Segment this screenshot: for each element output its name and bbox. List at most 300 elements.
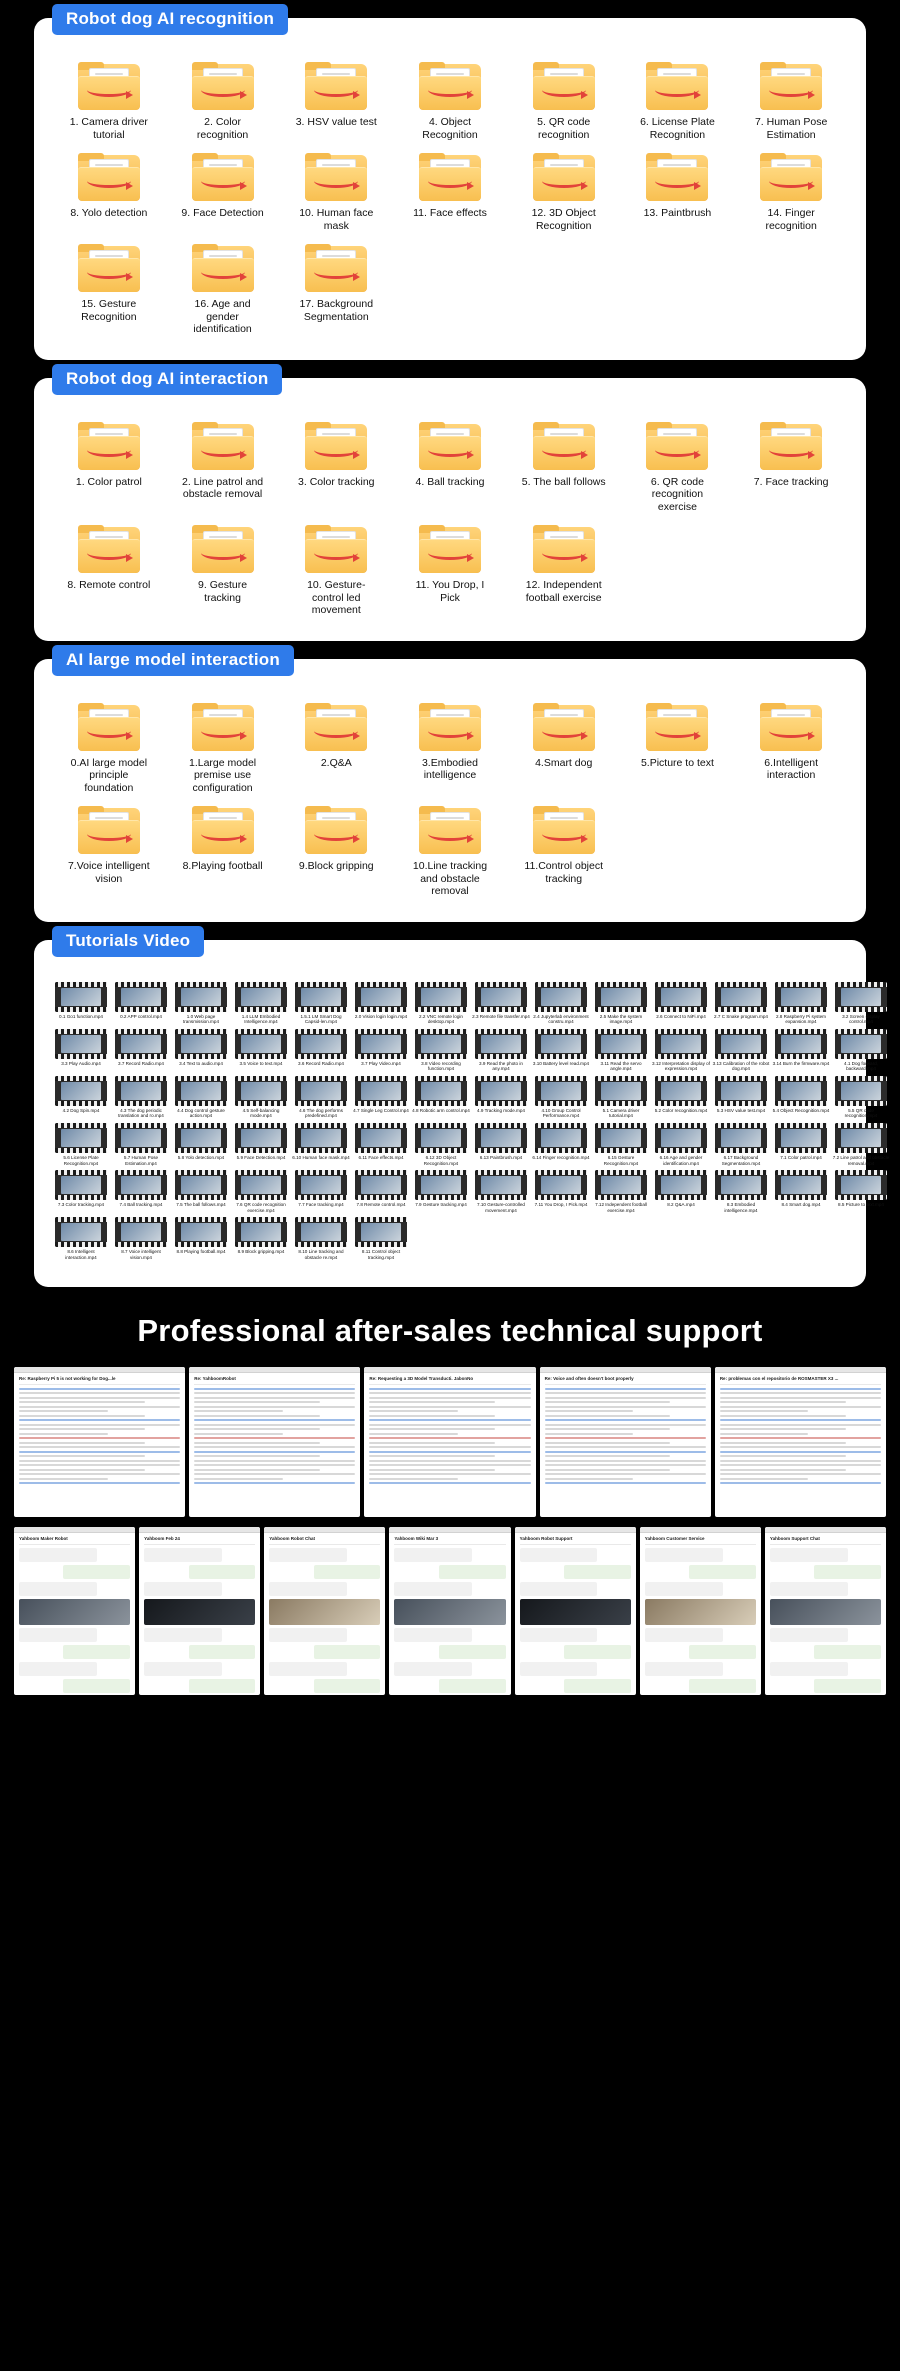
folder-icon bbox=[192, 806, 254, 854]
support-chat-screenshot bbox=[139, 1527, 260, 1695]
folder-item[interactable] bbox=[166, 521, 280, 619]
folder-label: 5.Picture to text bbox=[640, 756, 714, 769]
folder-label: 2. Line patrol and obstacle removal bbox=[181, 475, 264, 500]
video-item[interactable] bbox=[652, 1170, 710, 1213]
video-item[interactable] bbox=[712, 1170, 770, 1213]
chat-bubble-incoming bbox=[19, 1628, 97, 1642]
video-item[interactable] bbox=[712, 982, 770, 1025]
video-label: 5.5 QR code recognition.mp4 bbox=[844, 1107, 878, 1119]
chat-bubble-incoming bbox=[770, 1582, 848, 1596]
video-item[interactable] bbox=[232, 1217, 290, 1260]
video-thumbnail-icon bbox=[355, 982, 407, 1012]
video-item[interactable] bbox=[112, 1029, 170, 1072]
chat-bubble-incoming bbox=[394, 1582, 472, 1596]
chat-bubble-incoming bbox=[520, 1548, 598, 1562]
support-screenshot bbox=[364, 1367, 535, 1517]
video-label: 8.10 Line tracking and obstacle re.mp4 bbox=[298, 1249, 344, 1261]
video-label: 4.3 The dog periodic translation and ro.mp4 bbox=[118, 1107, 164, 1119]
video-item[interactable] bbox=[832, 1029, 890, 1072]
folder-icon bbox=[305, 703, 367, 751]
video-item[interactable] bbox=[112, 1123, 170, 1166]
chat-bubble-incoming bbox=[144, 1628, 222, 1642]
video-label: 7.1 Color patrol.mp4 bbox=[780, 1155, 822, 1161]
video-thumbnail-icon bbox=[655, 1029, 707, 1059]
folder-item[interactable] bbox=[734, 418, 848, 516]
video-item[interactable] bbox=[472, 982, 530, 1025]
video-thumbnail-icon bbox=[295, 982, 347, 1012]
folder-label: 8. Yolo detection bbox=[70, 207, 148, 219]
video-item[interactable] bbox=[232, 982, 290, 1025]
video-item[interactable] bbox=[172, 1217, 230, 1260]
folder-label: 9. Gesture tracking bbox=[198, 579, 248, 604]
folder-item[interactable] bbox=[734, 699, 848, 797]
chat-title: Yahboom Customer Service bbox=[645, 1536, 756, 1545]
video-label: 3.11 Read the servo angle.mp4 bbox=[600, 1060, 642, 1072]
video-item[interactable] bbox=[712, 1123, 770, 1166]
window-titlebar bbox=[264, 1527, 385, 1533]
folder-icon bbox=[419, 806, 481, 854]
video-thumbnail-icon bbox=[535, 1170, 587, 1200]
folder-item[interactable] bbox=[166, 58, 280, 143]
chat-image bbox=[19, 1599, 130, 1625]
video-item[interactable] bbox=[832, 1170, 890, 1213]
folder-item[interactable] bbox=[734, 149, 848, 234]
folder-item[interactable] bbox=[166, 418, 280, 516]
folder-icon bbox=[533, 62, 595, 110]
video-label: 6.11 Face effects.mp4 bbox=[358, 1155, 404, 1161]
window-titlebar bbox=[640, 1527, 761, 1533]
window-titlebar bbox=[540, 1367, 711, 1373]
folder-icon bbox=[305, 422, 367, 470]
video-item[interactable] bbox=[292, 982, 350, 1025]
thread-title: Re: Requesting a 3D Model Transducti. JabonNo bbox=[369, 1376, 530, 1385]
video-label: 2.3 Remote file transfer.mp4 bbox=[472, 1013, 530, 1019]
chat-bubble-outgoing bbox=[564, 1679, 631, 1693]
video-thumbnail-icon bbox=[115, 1076, 167, 1106]
video-thumbnail-icon bbox=[475, 1170, 527, 1200]
product-detail-page bbox=[0, 9, 900, 1725]
folder-label: 7.Voice intelligent vision bbox=[67, 860, 150, 885]
folder-item[interactable] bbox=[621, 149, 735, 234]
video-item[interactable] bbox=[232, 1123, 290, 1166]
video-label: 3.5 Voice to text.mp4 bbox=[239, 1060, 283, 1066]
video-thumbnail-icon bbox=[715, 1076, 767, 1106]
video-item[interactable] bbox=[532, 1029, 590, 1072]
thread-title: Re: YahboomRobot bbox=[194, 1376, 355, 1385]
video-thumbnail-icon bbox=[535, 1029, 587, 1059]
video-thumbnail-icon bbox=[115, 1217, 167, 1247]
folder-item[interactable] bbox=[621, 699, 735, 797]
chat-bubble-incoming bbox=[645, 1662, 723, 1676]
video-label: 7.3 Color tracking.mp4 bbox=[57, 1202, 105, 1208]
chat-title: Yahboom Robot Support bbox=[520, 1536, 631, 1545]
video-item[interactable] bbox=[652, 1076, 710, 1119]
video-thumbnail-icon bbox=[55, 1076, 107, 1106]
folder-grid bbox=[52, 685, 848, 900]
video-item[interactable] bbox=[232, 1170, 290, 1213]
support-chat-screenshot bbox=[264, 1527, 385, 1695]
folder-item[interactable] bbox=[507, 149, 621, 234]
section-ai-large-model-interaction bbox=[34, 649, 866, 922]
chat-bubble-incoming bbox=[770, 1628, 848, 1642]
folder-icon bbox=[192, 62, 254, 110]
video-item[interactable] bbox=[412, 1123, 470, 1166]
video-thumbnail-icon bbox=[775, 1123, 827, 1153]
folder-label: 7. Human Pose Estimation bbox=[754, 116, 828, 141]
video-label: 3.12 Interpretation display of expression.mp4 bbox=[652, 1060, 710, 1072]
chat-bubble-outgoing bbox=[63, 1565, 130, 1579]
video-item[interactable] bbox=[412, 1170, 470, 1213]
video-label: 8.7 Voice intelligent vision.mp4 bbox=[121, 1249, 161, 1261]
folder-item[interactable] bbox=[393, 418, 507, 516]
thread-title: Re: Raspberry Pi 5 is not working for Dog...le bbox=[19, 1376, 180, 1385]
video-item[interactable] bbox=[232, 1029, 290, 1072]
folder-item[interactable] bbox=[52, 149, 166, 234]
video-label: 7.2 Line patrol and obstacle removal.mp4 bbox=[832, 1155, 890, 1166]
video-item[interactable] bbox=[592, 1170, 650, 1213]
folder-item[interactable] bbox=[393, 149, 507, 234]
video-item[interactable] bbox=[52, 1029, 110, 1072]
video-label: 3.2 Screen display control.mp4 bbox=[842, 1013, 880, 1025]
video-thumbnail-icon bbox=[235, 1123, 287, 1153]
folder-item[interactable] bbox=[621, 418, 735, 516]
video-thumbnail-icon bbox=[355, 1170, 407, 1200]
window-titlebar bbox=[515, 1527, 636, 1533]
video-thumbnail-icon bbox=[595, 1076, 647, 1106]
video-item[interactable] bbox=[652, 1029, 710, 1072]
video-label: 4.6 The dog performs predefined.mp4 bbox=[299, 1107, 343, 1119]
video-thumbnail-icon bbox=[55, 982, 107, 1012]
folder-icon bbox=[760, 422, 822, 470]
video-label: 1.5.1 LM Smart Dog Capsid-len.mp4 bbox=[300, 1013, 342, 1025]
video-label: 2.2 VNC remote login desktop.mp4 bbox=[419, 1013, 463, 1025]
video-label: 2.7 C Snake program.mp4 bbox=[714, 1013, 768, 1019]
folder-item[interactable] bbox=[507, 802, 621, 900]
video-thumbnail-icon bbox=[115, 1170, 167, 1200]
video-item[interactable] bbox=[772, 1170, 830, 1213]
video-label: 4.10 Group Control Performance.mp4 bbox=[541, 1107, 581, 1119]
chat-image bbox=[520, 1599, 631, 1625]
video-item[interactable] bbox=[172, 1029, 230, 1072]
folder-item[interactable] bbox=[52, 418, 166, 516]
folder-item[interactable] bbox=[52, 802, 166, 900]
chat-image bbox=[269, 1599, 380, 1625]
video-label: 0.1 Go1 function.mp4 bbox=[59, 1013, 103, 1019]
thread-body bbox=[545, 1388, 706, 1485]
folder-item[interactable] bbox=[166, 802, 280, 900]
folder-icon bbox=[192, 153, 254, 201]
video-item[interactable] bbox=[472, 1123, 530, 1166]
video-thumbnail-icon bbox=[775, 1076, 827, 1106]
video-label: 4.8 Robotic arm control.mp4 bbox=[412, 1107, 470, 1113]
window-titlebar bbox=[189, 1367, 360, 1373]
video-thumbnail-icon bbox=[475, 982, 527, 1012]
folder-label: 1.Large model premise use configuration bbox=[188, 756, 257, 794]
video-item[interactable] bbox=[472, 1076, 530, 1119]
folder-label: 6. License Plate Recognition bbox=[640, 116, 715, 141]
video-item[interactable] bbox=[832, 982, 890, 1025]
chat-bubble-outgoing bbox=[314, 1565, 381, 1579]
video-label: 7.8 Remote control.mp4 bbox=[356, 1202, 406, 1208]
support-screenshot bbox=[540, 1367, 711, 1517]
folder-label: 10. Human face mask bbox=[299, 207, 374, 232]
video-label: 3.13 Calibration of the robot dog.mp4 bbox=[712, 1060, 770, 1072]
video-thumbnail-icon bbox=[175, 1123, 227, 1153]
video-label: 5.9 Face Detection.mp4 bbox=[236, 1155, 286, 1161]
video-thumbnail-icon bbox=[235, 1076, 287, 1106]
video-thumbnail-icon bbox=[355, 1217, 407, 1247]
folder-label: 5. The ball follows bbox=[521, 475, 606, 488]
video-item[interactable] bbox=[52, 1170, 110, 1213]
folder-icon bbox=[305, 62, 367, 110]
video-item[interactable] bbox=[172, 982, 230, 1025]
video-item[interactable] bbox=[592, 982, 650, 1025]
video-thumbnail-icon bbox=[55, 1123, 107, 1153]
folder-label: 12. 3D Object Recognition bbox=[531, 207, 596, 232]
thread-body bbox=[194, 1388, 355, 1485]
video-thumbnail-icon bbox=[55, 1170, 107, 1200]
folder-label: 7. Face tracking bbox=[753, 475, 829, 488]
window-titlebar bbox=[14, 1527, 135, 1533]
chat-bubble-outgoing bbox=[439, 1565, 506, 1579]
video-item[interactable] bbox=[52, 1076, 110, 1119]
folder-item[interactable] bbox=[166, 149, 280, 234]
folder-icon bbox=[78, 422, 140, 470]
folder-item[interactable] bbox=[279, 149, 393, 234]
chat-bubble-incoming bbox=[269, 1662, 347, 1676]
video-thumbnail-icon bbox=[415, 982, 467, 1012]
folder-item[interactable] bbox=[166, 240, 280, 338]
chat-title: Yahboom Robot Chat bbox=[269, 1536, 380, 1545]
video-label: 3.4 Text to audio.mp4 bbox=[179, 1060, 223, 1066]
video-item[interactable] bbox=[112, 1076, 170, 1119]
video-item[interactable] bbox=[772, 1076, 830, 1119]
folder-item[interactable] bbox=[279, 699, 393, 797]
video-item[interactable] bbox=[292, 1170, 350, 1213]
video-item[interactable] bbox=[532, 1076, 590, 1119]
video-item[interactable] bbox=[592, 1076, 650, 1119]
folder-label: 12. Independent football exercise bbox=[525, 579, 602, 604]
video-item[interactable] bbox=[352, 1076, 410, 1119]
video-thumbnail-icon bbox=[835, 1076, 887, 1106]
video-label: 2.8 Raspberry Pi system expansion.mp4 bbox=[775, 1013, 827, 1025]
folder-label: 15. Gesture Recognition bbox=[81, 298, 137, 323]
folder-item[interactable] bbox=[507, 699, 621, 797]
video-item[interactable] bbox=[532, 1123, 590, 1166]
folder-item[interactable] bbox=[279, 802, 393, 900]
folder-item[interactable] bbox=[52, 58, 166, 143]
video-item[interactable] bbox=[832, 1076, 890, 1119]
video-item[interactable] bbox=[292, 1217, 350, 1260]
section-title: Tutorials Video bbox=[52, 926, 204, 957]
video-label: 3.14 Burn the firmware.mp4 bbox=[772, 1060, 830, 1066]
chat-bubble-incoming bbox=[144, 1548, 222, 1562]
video-thumbnail-icon bbox=[835, 1123, 887, 1153]
folder-item[interactable] bbox=[279, 58, 393, 143]
video-item[interactable] bbox=[292, 1123, 350, 1166]
chat-image bbox=[645, 1599, 756, 1625]
video-item[interactable] bbox=[592, 1029, 650, 1072]
chat-bubble-incoming bbox=[19, 1548, 97, 1562]
video-item[interactable] bbox=[292, 1029, 350, 1072]
video-item[interactable] bbox=[412, 982, 470, 1025]
video-item[interactable] bbox=[112, 1217, 170, 1260]
video-thumbnail-icon bbox=[715, 982, 767, 1012]
video-label: 6.15 Gesture Recognition.mp4 bbox=[603, 1155, 639, 1166]
chat-bubble-incoming bbox=[770, 1548, 848, 1562]
folder-item[interactable] bbox=[393, 699, 507, 797]
support-chat-screenshot bbox=[14, 1527, 135, 1695]
video-item[interactable] bbox=[712, 1076, 770, 1119]
window-titlebar bbox=[364, 1367, 535, 1373]
section-title: Robot dog AI interaction bbox=[52, 364, 282, 395]
video-thumbnail-icon bbox=[235, 1029, 287, 1059]
chat-bubble-incoming bbox=[144, 1662, 222, 1676]
video-label: 8.5 Picture to text.mp4 bbox=[838, 1202, 884, 1208]
video-item[interactable] bbox=[112, 982, 170, 1025]
video-thumbnail-icon bbox=[655, 1123, 707, 1153]
video-item[interactable] bbox=[772, 1029, 830, 1072]
folder-icon bbox=[78, 153, 140, 201]
video-label: 5.1 Camera driver tutorial.mp4 bbox=[602, 1107, 640, 1119]
folder-item[interactable] bbox=[507, 418, 621, 516]
folder-item[interactable] bbox=[393, 802, 507, 900]
folder-item[interactable] bbox=[621, 58, 735, 143]
folder-item[interactable] bbox=[52, 521, 166, 619]
folder-icon bbox=[760, 62, 822, 110]
video-item[interactable] bbox=[52, 982, 110, 1025]
video-label: 1.4 LLM Embodied Intelligence.mp4 bbox=[241, 1013, 281, 1025]
chat-image bbox=[770, 1599, 881, 1625]
video-item[interactable] bbox=[112, 1170, 170, 1213]
video-thumbnail-icon bbox=[355, 1123, 407, 1153]
video-item[interactable] bbox=[412, 1029, 470, 1072]
video-label: 3.9 Read the photo in any.mp4 bbox=[479, 1060, 523, 1072]
video-item[interactable] bbox=[352, 1170, 410, 1213]
folder-item[interactable] bbox=[166, 699, 280, 797]
folder-item[interactable] bbox=[279, 418, 393, 516]
folder-item[interactable] bbox=[393, 521, 507, 619]
folder-item[interactable] bbox=[734, 58, 848, 143]
chat-bubble-outgoing bbox=[439, 1645, 506, 1659]
folder-item[interactable] bbox=[279, 521, 393, 619]
video-item[interactable] bbox=[532, 1170, 590, 1213]
chat-bubble-incoming bbox=[269, 1548, 347, 1562]
video-item[interactable] bbox=[472, 1029, 530, 1072]
video-thumbnail-icon bbox=[595, 1170, 647, 1200]
video-thumbnail-icon bbox=[295, 1076, 347, 1106]
folder-item[interactable] bbox=[507, 58, 621, 143]
chat-title: Yahboom Support Chat bbox=[770, 1536, 881, 1545]
folder-icon bbox=[78, 244, 140, 292]
chat-bubble-incoming bbox=[19, 1662, 97, 1676]
thread-title: Re: problemas con el repositorio de ROSMASTER X3 ... bbox=[720, 1376, 881, 1385]
video-label: 5.7 Human Pose Estimation.mp4 bbox=[123, 1155, 159, 1166]
video-item[interactable] bbox=[292, 1076, 350, 1119]
video-item[interactable] bbox=[652, 1123, 710, 1166]
chat-bubble-incoming bbox=[520, 1628, 598, 1642]
video-item[interactable] bbox=[412, 1076, 470, 1119]
video-thumbnail-icon bbox=[655, 1170, 707, 1200]
folder-item[interactable] bbox=[52, 699, 166, 797]
chat-bubble-incoming bbox=[394, 1662, 472, 1676]
video-item[interactable] bbox=[52, 1123, 110, 1166]
video-item[interactable] bbox=[472, 1170, 530, 1213]
video-label: 5.3 HSV value test.mp4 bbox=[716, 1107, 766, 1113]
video-item[interactable] bbox=[652, 982, 710, 1025]
video-label: 3.6 Record Radio.mp4 bbox=[298, 1060, 344, 1066]
video-thumbnail-icon bbox=[175, 982, 227, 1012]
video-item[interactable] bbox=[172, 1123, 230, 1166]
video-item[interactable] bbox=[232, 1076, 290, 1119]
video-label: 3.8 Video recording function.mp4 bbox=[421, 1060, 461, 1072]
video-thumbnail-icon bbox=[355, 1029, 407, 1059]
video-item[interactable] bbox=[772, 1123, 830, 1166]
folder-icon bbox=[419, 422, 481, 470]
video-item[interactable] bbox=[712, 1029, 770, 1072]
video-thumbnail-icon bbox=[415, 1170, 467, 1200]
chat-title: Yahboom Maker Robot bbox=[19, 1536, 130, 1545]
chat-bubble-incoming bbox=[269, 1582, 347, 1596]
folder-label: 9. Face Detection bbox=[181, 207, 264, 219]
video-item[interactable] bbox=[352, 1217, 410, 1260]
video-label: 4.7 Single Leg Control.mp4 bbox=[353, 1107, 409, 1113]
video-thumbnail-icon bbox=[775, 982, 827, 1012]
folder-label: 4. Ball tracking bbox=[415, 475, 485, 488]
chat-bubble-outgoing bbox=[439, 1679, 506, 1693]
video-item[interactable] bbox=[532, 982, 590, 1025]
video-label: 4.5 Self-balancing mode.mp4 bbox=[242, 1107, 280, 1119]
folder-item[interactable] bbox=[279, 240, 393, 338]
folder-item[interactable] bbox=[393, 58, 507, 143]
folder-item[interactable] bbox=[507, 521, 621, 619]
video-label: 6.16 Age and gender identification.mp4 bbox=[659, 1155, 703, 1166]
video-item[interactable] bbox=[352, 1029, 410, 1072]
video-label: 2.4 Jupyterlab environment constru.mp4 bbox=[533, 1013, 589, 1025]
folder-icon bbox=[646, 703, 708, 751]
video-label: 4.4 Dog control gesture action.mp4 bbox=[177, 1107, 225, 1119]
video-label: 8.8 Playing football.mp4 bbox=[176, 1249, 226, 1255]
video-item[interactable] bbox=[352, 982, 410, 1025]
video-item[interactable] bbox=[172, 1170, 230, 1213]
video-item[interactable] bbox=[832, 1123, 890, 1166]
video-item[interactable] bbox=[52, 1217, 110, 1260]
video-item[interactable] bbox=[352, 1123, 410, 1166]
video-thumbnail-icon bbox=[595, 1123, 647, 1153]
section-robot-dog-ai-recognition bbox=[34, 9, 866, 360]
folder-icon bbox=[78, 703, 140, 751]
folder-icon bbox=[78, 62, 140, 110]
video-item[interactable] bbox=[172, 1076, 230, 1119]
folder-label: 2. Color recognition bbox=[196, 116, 249, 141]
video-label: 6.13 Paintbrush.mp4 bbox=[479, 1155, 523, 1161]
folder-icon bbox=[305, 153, 367, 201]
support-chat-screenshot bbox=[389, 1527, 510, 1695]
folder-label: 6.Intelligent interaction bbox=[764, 756, 818, 781]
folder-icon bbox=[646, 62, 708, 110]
chat-bubble-outgoing bbox=[63, 1679, 130, 1693]
folder-item[interactable] bbox=[52, 240, 166, 338]
support-screenshot bbox=[715, 1367, 886, 1517]
video-thumbnail-icon bbox=[55, 1029, 107, 1059]
video-thumbnail-icon bbox=[235, 982, 287, 1012]
video-label: 6.10 Human face mask.mp4 bbox=[292, 1155, 350, 1161]
support-screenshot bbox=[14, 1367, 185, 1517]
video-item[interactable] bbox=[772, 982, 830, 1025]
folder-icon bbox=[533, 525, 595, 573]
section-tutorials-video bbox=[34, 930, 890, 1287]
video-item[interactable] bbox=[592, 1123, 650, 1166]
